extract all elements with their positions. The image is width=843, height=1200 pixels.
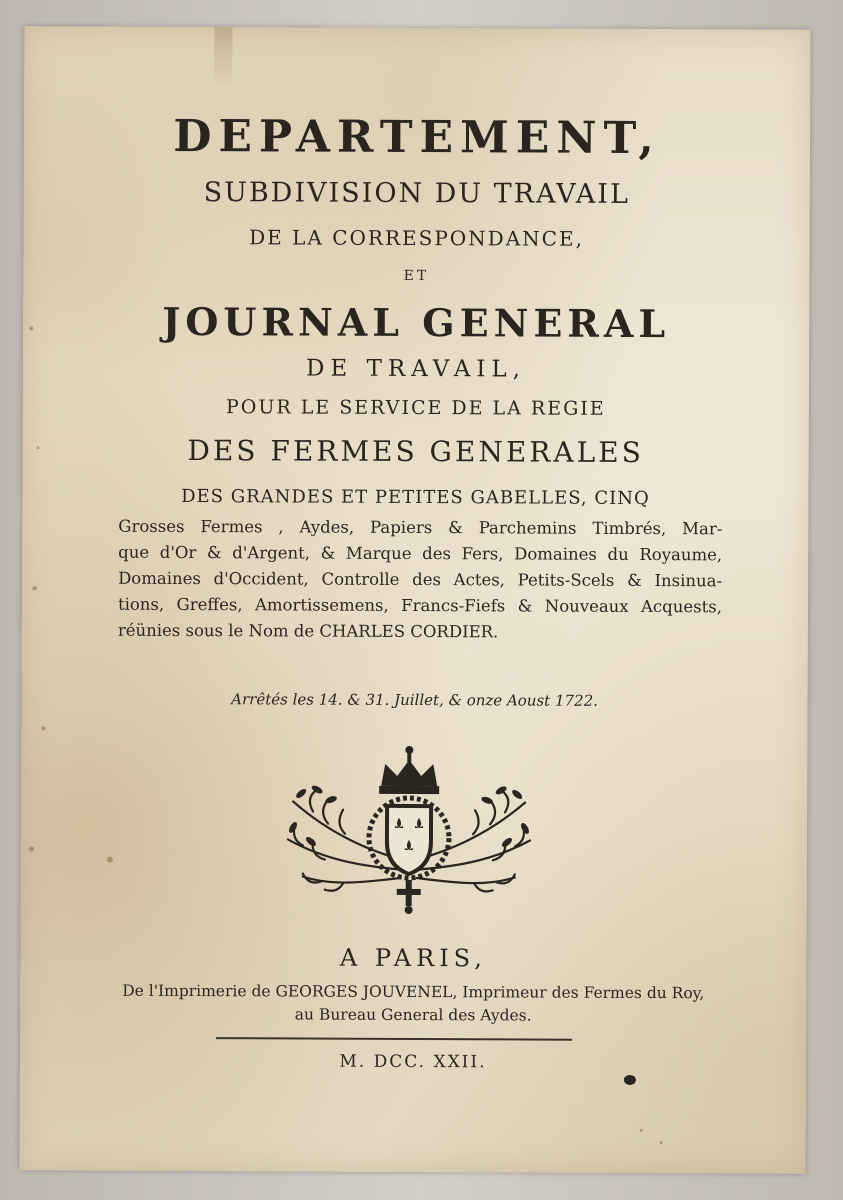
imprint-bureau: au Bureau General des Aydes. xyxy=(294,1005,532,1025)
imprint-year: M. DCC. XXII. xyxy=(339,1051,487,1073)
title-gabelles: DES GRANDES ET PETITES GABELLES, CINQ xyxy=(181,485,650,510)
body-text-line: Grosses Fermes , Aydes, Papiers & Parchemins Timbrés, Mar- xyxy=(118,516,723,539)
decree-dates: Arrêtés les 14. & 31. Juillet, & onze Aoust 1722. xyxy=(231,690,598,710)
imprint-printer: De l'Imprimerie de GEORGES JOUVENEL, Imprimeur des Fermes du Roy, xyxy=(122,981,705,1003)
ink-stain xyxy=(624,1075,636,1085)
foxing-spot xyxy=(32,586,37,590)
title-departement: DEPARTEMENT, xyxy=(173,110,661,165)
title-correspondance: DE LA CORRESPONDANCE, xyxy=(249,225,585,251)
title-fermes-generales: DES FERMES GENERALES xyxy=(187,434,644,469)
title-conjunction: ET xyxy=(403,267,430,285)
body-text-line: réünies sous le Nom de CHARLES CORDIER. xyxy=(117,620,499,642)
document-page xyxy=(20,26,811,1173)
imprint-city: A PARIS, xyxy=(339,943,487,973)
royal-arms-emblem xyxy=(273,741,546,918)
foxing-spot xyxy=(29,326,33,330)
title-subdivision: SUBDIVISION DU TRAVAIL xyxy=(203,177,630,210)
title-de-travail: DE TRAVAIL, xyxy=(305,355,527,383)
body-text-line: que d'Or & d'Argent, & Marque des Fers, Domaines du Royaume, xyxy=(118,542,723,565)
foxing-spot xyxy=(660,1141,663,1144)
title-pour-le-service: POUR LE SERVICE DE LA REGIE xyxy=(225,396,606,420)
body-text-line: Domaines d'Occident, Controlle des Actes, Petits-Scels & Insinua- xyxy=(118,568,723,591)
foxing-spot xyxy=(29,846,34,851)
foxing-spot xyxy=(640,1129,643,1132)
title-journal-general: JOURNAL GENERAL xyxy=(162,298,671,347)
body-text-line: tions, Greffes, Amortissemens, Francs-Fiefs & Nouveaux Acquests, xyxy=(117,594,723,617)
imprint-rule xyxy=(216,1037,572,1041)
foxing-spot xyxy=(41,726,45,730)
foxing-spot xyxy=(107,857,113,863)
paper-stain xyxy=(214,27,232,87)
foxing-spot xyxy=(37,446,40,449)
